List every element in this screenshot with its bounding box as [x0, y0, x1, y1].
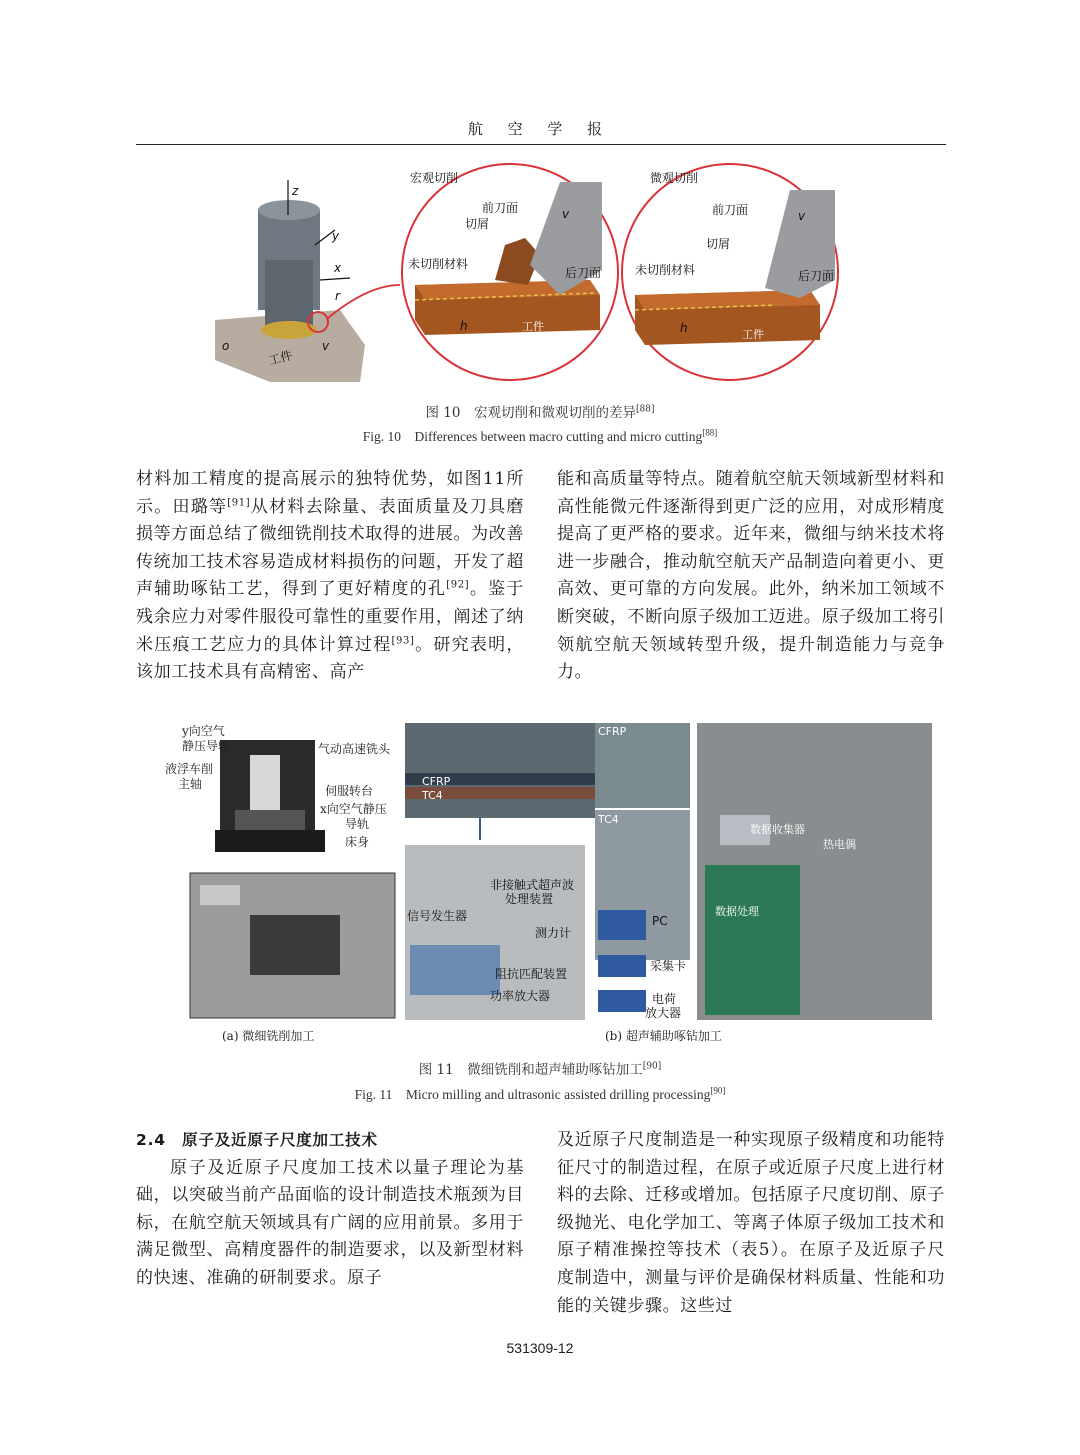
micro-milling-machine	[165, 723, 395, 1043]
workpiece-label-3d: 工件	[267, 348, 294, 368]
figure-10-caption-cn-ref: [88]	[636, 404, 655, 415]
macro-workpiece-label: 工件	[522, 320, 544, 333]
figure-10-caption-en-ref: [88]	[702, 427, 718, 438]
figure-11-caption-en	[0, 1083, 1080, 1103]
figure-10-caption-cn	[0, 401, 1080, 421]
label-y-air-2: 静压导轨	[182, 739, 231, 753]
tool-body	[265, 260, 313, 330]
label-pneumatic: 气动高速铣头	[318, 742, 391, 756]
label-cfrp-2: CFRP	[598, 725, 627, 738]
label-thermo: 热电偶	[823, 838, 856, 851]
section-title: 2.4 原子及近原子尺度加工技术	[136, 1131, 378, 1149]
ref-92: [92]	[446, 579, 470, 591]
body-left-upper	[136, 466, 524, 687]
figure-10	[210, 160, 860, 395]
cfrp-tc4-photo	[405, 723, 595, 818]
label-bed: 床身	[345, 835, 370, 849]
body-right-lower	[557, 1127, 945, 1320]
macro-title: 宏观切削	[410, 171, 459, 185]
macro-rake-label: 前刀面	[482, 201, 519, 215]
label-hydro: 液浮车削	[165, 762, 214, 776]
header-rule	[136, 144, 946, 145]
figure-11	[160, 715, 940, 1050]
micro-h-label: h	[680, 321, 688, 335]
axis-z-label: z	[292, 184, 299, 198]
label-processing: 数据处理	[715, 905, 759, 918]
label-amp: 功率放大器	[490, 989, 551, 1003]
ref-91: [91]	[227, 496, 251, 508]
axis-x-label: x	[334, 261, 342, 275]
ultrasonic-drilling-setup	[405, 723, 932, 1043]
label-hydro-2: 主轴	[178, 777, 203, 791]
figure-11-caption-cn-ref: [90]	[642, 1061, 662, 1072]
body-right-upper	[557, 466, 945, 687]
figure-10-caption-cn-text: 图 10 宏观切削和微观切削的差异	[425, 405, 636, 421]
label-x-air: x向空气静压	[320, 802, 387, 816]
label-charge-1: 电荷	[652, 992, 677, 1006]
tool-cabinet	[705, 865, 800, 1015]
milling-photo-chuck	[250, 915, 340, 975]
label-ultra-2: 处理装置	[505, 892, 554, 906]
label-x-air-2: 导轨	[345, 817, 370, 831]
micro-title: 微观切削	[650, 171, 699, 185]
label-imped: 阻抗匹配装置	[495, 967, 568, 981]
machine-table	[235, 810, 305, 830]
charge-amp-icon	[598, 990, 646, 1012]
left-paragraph-lower: 原子及近原子尺度加工技术以量子理论为基础，以突破当前产品面临的设计制造技术瓶颈为目标，在航空航天领域具有广阔的应用前景。多用于满足微型、高精度器件的制造要求，以及新型材料的快速、准确的研制要求。原子	[136, 1157, 524, 1288]
figure-11-caption-cn	[0, 1058, 1080, 1078]
macro-h-label: h	[460, 319, 468, 333]
label-dyn: 测力计	[535, 926, 572, 940]
micro-v-label: v	[798, 209, 806, 223]
tool-top	[258, 200, 320, 220]
macro-flank-label: 后刀面	[565, 266, 602, 280]
vf-label: v	[322, 339, 330, 353]
figure-11-caption-cn-text: 图 11 微细铣削和超声辅助啄钻加工	[418, 1062, 643, 1078]
label-signal: 信号发生器	[407, 909, 468, 923]
macro-cutting-diagram	[402, 164, 618, 380]
micro-flank-label: 后刀面	[798, 269, 835, 283]
figure-10-caption-en	[0, 425, 1080, 445]
body-left-lower	[136, 1127, 524, 1293]
micro-cutting-diagram	[622, 164, 838, 380]
x-axis-arrow	[320, 278, 350, 280]
left-text-b: 从材料去除量、表面质量及刀具磨损等方面总结了微细铣削技术取得的进展。为改善传统加工技术容易造成材料损伤的问题，开发了超声辅助啄钻工艺，得到了更好精度的孔	[136, 496, 524, 600]
figure-11-caption-en-ref: [90]	[710, 1085, 726, 1096]
figure-11-caption-en-text: Fig. 11 Micro milling and ultrasonic assisted drilling processing	[354, 1087, 711, 1102]
origin-label: o	[222, 339, 230, 353]
label-collector: 数据收集器	[750, 823, 805, 836]
page-number: 531309-12	[506, 1340, 574, 1356]
figure-10-illustration	[210, 160, 860, 395]
left-paragraph-upper	[136, 466, 524, 687]
signal-generator-box	[410, 945, 500, 995]
label-pc: PC	[652, 914, 668, 928]
left-text-d: 。研究表明，该加工技术具有高精密、高产	[136, 634, 524, 683]
subcaption-b: (b) 超声辅助啄钻加工	[605, 1029, 722, 1043]
label-charge-2: 放大器	[645, 1006, 682, 1020]
label-y-air: y向空气	[182, 724, 225, 738]
r-label: r	[335, 289, 340, 303]
label-servo: 伺服转台	[325, 784, 374, 798]
axis-y-label: y	[332, 229, 340, 243]
label-ultra-1: 非接触式超声波	[490, 878, 575, 892]
pc-icon	[598, 910, 646, 940]
right-paragraph-lower: 及近原子尺度制造是一种实现原子级精度和功能特征尺寸的制造过程，在原子或近原子尺度上进行材料的去除、迁移或增加。包括原子尺度切削、原子级抛光、电化学加工、等离子体原子级加工技术和原子精准操控等技术（表5）。在原子及近原子尺度制造中，测量与评价是确保材料质量、性能和功能的关键步骤。这些过	[557, 1130, 945, 1316]
journal-title: 航 空 学 报	[467, 120, 613, 138]
macro-v-label: v	[562, 207, 570, 221]
subcaption-a: (a) 微细铣削加工	[222, 1029, 315, 1043]
right-paragraph-upper: 能和高质量等特点。随着航空航天领域新型材料和高性能微元件逐渐得到更广泛的应用，对成形精度提高了更严格的要求。近年来，微细与纳米技术将进一步融合，推动航空航天产品制造向着更小、更高效、更可靠的方向发展。此外，纳米加工领域不断突破，不断向原子级加工迈进。原子级加工将引领航空航天领域转型升级，提升制造能力与竞争力。	[557, 469, 945, 683]
milling-photo-nozzle	[200, 885, 240, 905]
left-text-c: 。鉴于残余应力对零件服役可靠性的重要作用，阐述了纳米压痕工艺应力的具体计算过程	[136, 579, 524, 655]
micro-rake-label: 前刀面	[712, 203, 749, 217]
daq-icon	[598, 955, 646, 977]
macro-uncut-label: 未切削材料	[408, 257, 469, 271]
figure-11-illustration	[160, 715, 940, 1050]
label-cfrp: CFRP	[422, 775, 451, 788]
machine-bed	[215, 830, 325, 852]
figure-10-caption-en-text: Fig. 10 Differences between macro cutting and micro cutting	[362, 429, 703, 444]
milling-tool-3d	[215, 180, 400, 382]
label-daq: 采集卡	[650, 959, 687, 973]
micro-workpiece-label: 工件	[742, 328, 764, 341]
macro-chip-label: 切屑	[465, 217, 490, 231]
micro-chip-label: 切屑	[706, 237, 731, 251]
ref-93: [93]	[391, 634, 415, 646]
left-text-a: 材料加工精度的提高展示的独特优势，如图11所示。田璐等	[136, 469, 524, 517]
label-tc4: TC4	[422, 789, 443, 802]
micro-uncut-label: 未切削材料	[635, 263, 696, 277]
label-tc4-2: TC4	[598, 813, 619, 826]
